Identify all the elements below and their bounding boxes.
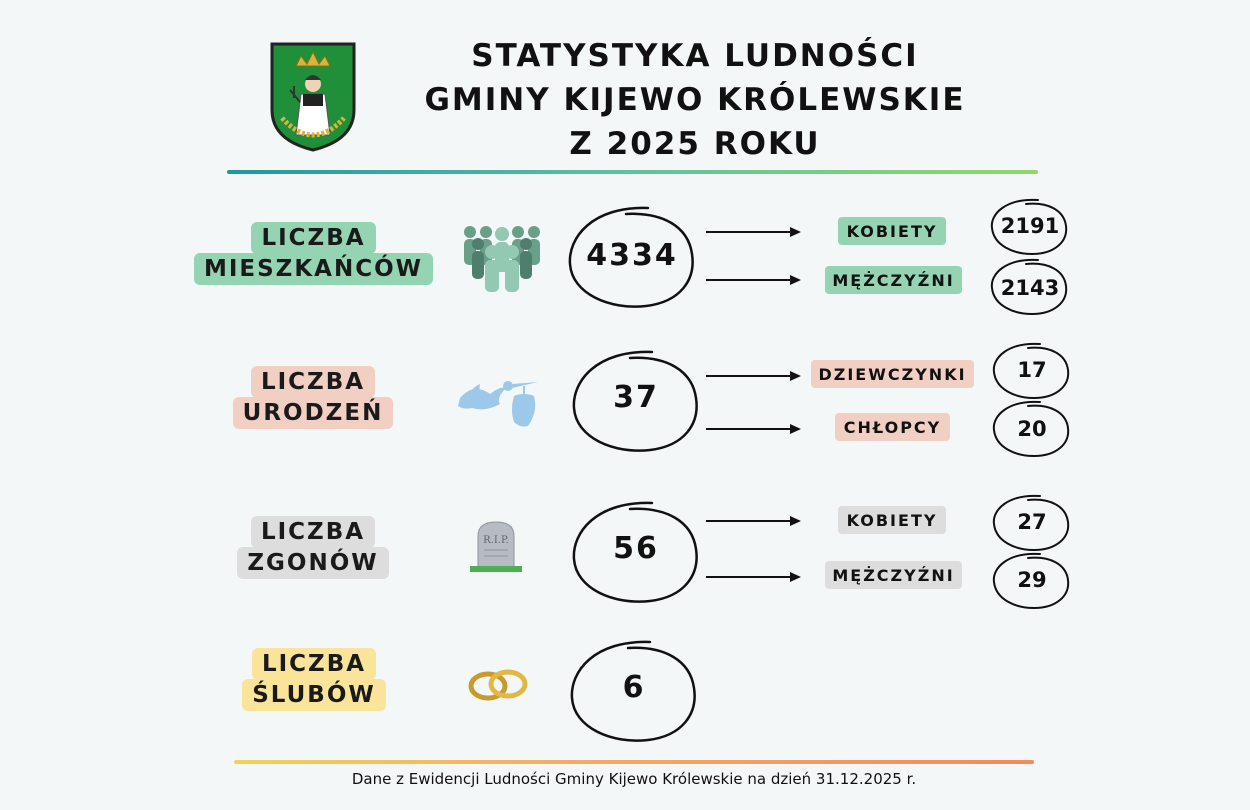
stork-baby-icon [456, 372, 542, 432]
title-line-3: Z 2025 ROKU [569, 126, 821, 162]
births-total: 37 [613, 380, 659, 415]
title-divider [227, 170, 1038, 174]
title-line-2: GMINY KIJEWO KRÓLEWSKIE [424, 82, 966, 118]
residents-arrow-2 [706, 273, 802, 287]
residents-men-value: 2143 [1000, 276, 1060, 300]
deaths-men-value: 29 [1017, 568, 1047, 592]
gravestone-icon [468, 518, 524, 574]
residents-women-value: 2191 [1000, 214, 1060, 238]
residents-women-tag: KOBIETY [838, 217, 946, 245]
residents-label-line-2: MIESZKAŃCÓW [194, 253, 433, 285]
deaths-women-tag: KOBIETY [838, 506, 946, 534]
residents-arrow-1 [706, 225, 802, 239]
title-line-1: STATYSTYKA LUDNOŚCI [471, 38, 919, 74]
residents-total: 4334 [586, 238, 678, 273]
footer-divider [234, 760, 1034, 764]
births-arrow-1 [706, 369, 802, 383]
wedding-rings-icon [466, 664, 532, 704]
births-boys-tag: CHŁOPCY [835, 413, 950, 441]
weddings-label-line-2: ŚLUBÓW [242, 679, 386, 711]
births-label [228, 366, 398, 429]
residents-label-line-1: LICZBA [251, 222, 375, 254]
weddings-label-line-1: LICZBA [252, 648, 376, 680]
deaths-arrow-2 [706, 570, 802, 584]
weddings-label [230, 648, 398, 711]
residents-label [187, 222, 440, 285]
births-boys-value: 20 [1017, 417, 1047, 441]
births-label-line-1: LICZBA [251, 366, 375, 398]
deaths-label-line-2: ZGONÓW [237, 547, 388, 579]
page-title [380, 34, 1010, 166]
residents-men-tag: MĘŻCZYŹNI [825, 266, 962, 294]
deaths-total: 56 [613, 531, 659, 566]
births-girls-value: 17 [1017, 358, 1047, 382]
people-group-icon [460, 222, 544, 294]
births-arrow-2 [706, 422, 802, 436]
gravestone-text: R.I.P. [483, 535, 509, 546]
births-girls-tag: DZIEWCZYNKI [811, 360, 974, 388]
coat-of-arms-icon [268, 40, 358, 152]
weddings-total: 6 [622, 670, 646, 705]
deaths-label-line-1: LICZBA [251, 516, 375, 548]
deaths-men-tag: MĘŻCZYŹNI [825, 561, 962, 589]
footer-source: Dane z Ewidencji Ludności Gminy Kijewo Królewskie na dzień 31.12.2025 r. [351, 770, 917, 788]
deaths-label [232, 516, 394, 579]
deaths-women-value: 27 [1017, 510, 1047, 534]
births-label-line-2: URODZEŃ [233, 397, 394, 429]
deaths-arrow-1 [706, 514, 802, 528]
